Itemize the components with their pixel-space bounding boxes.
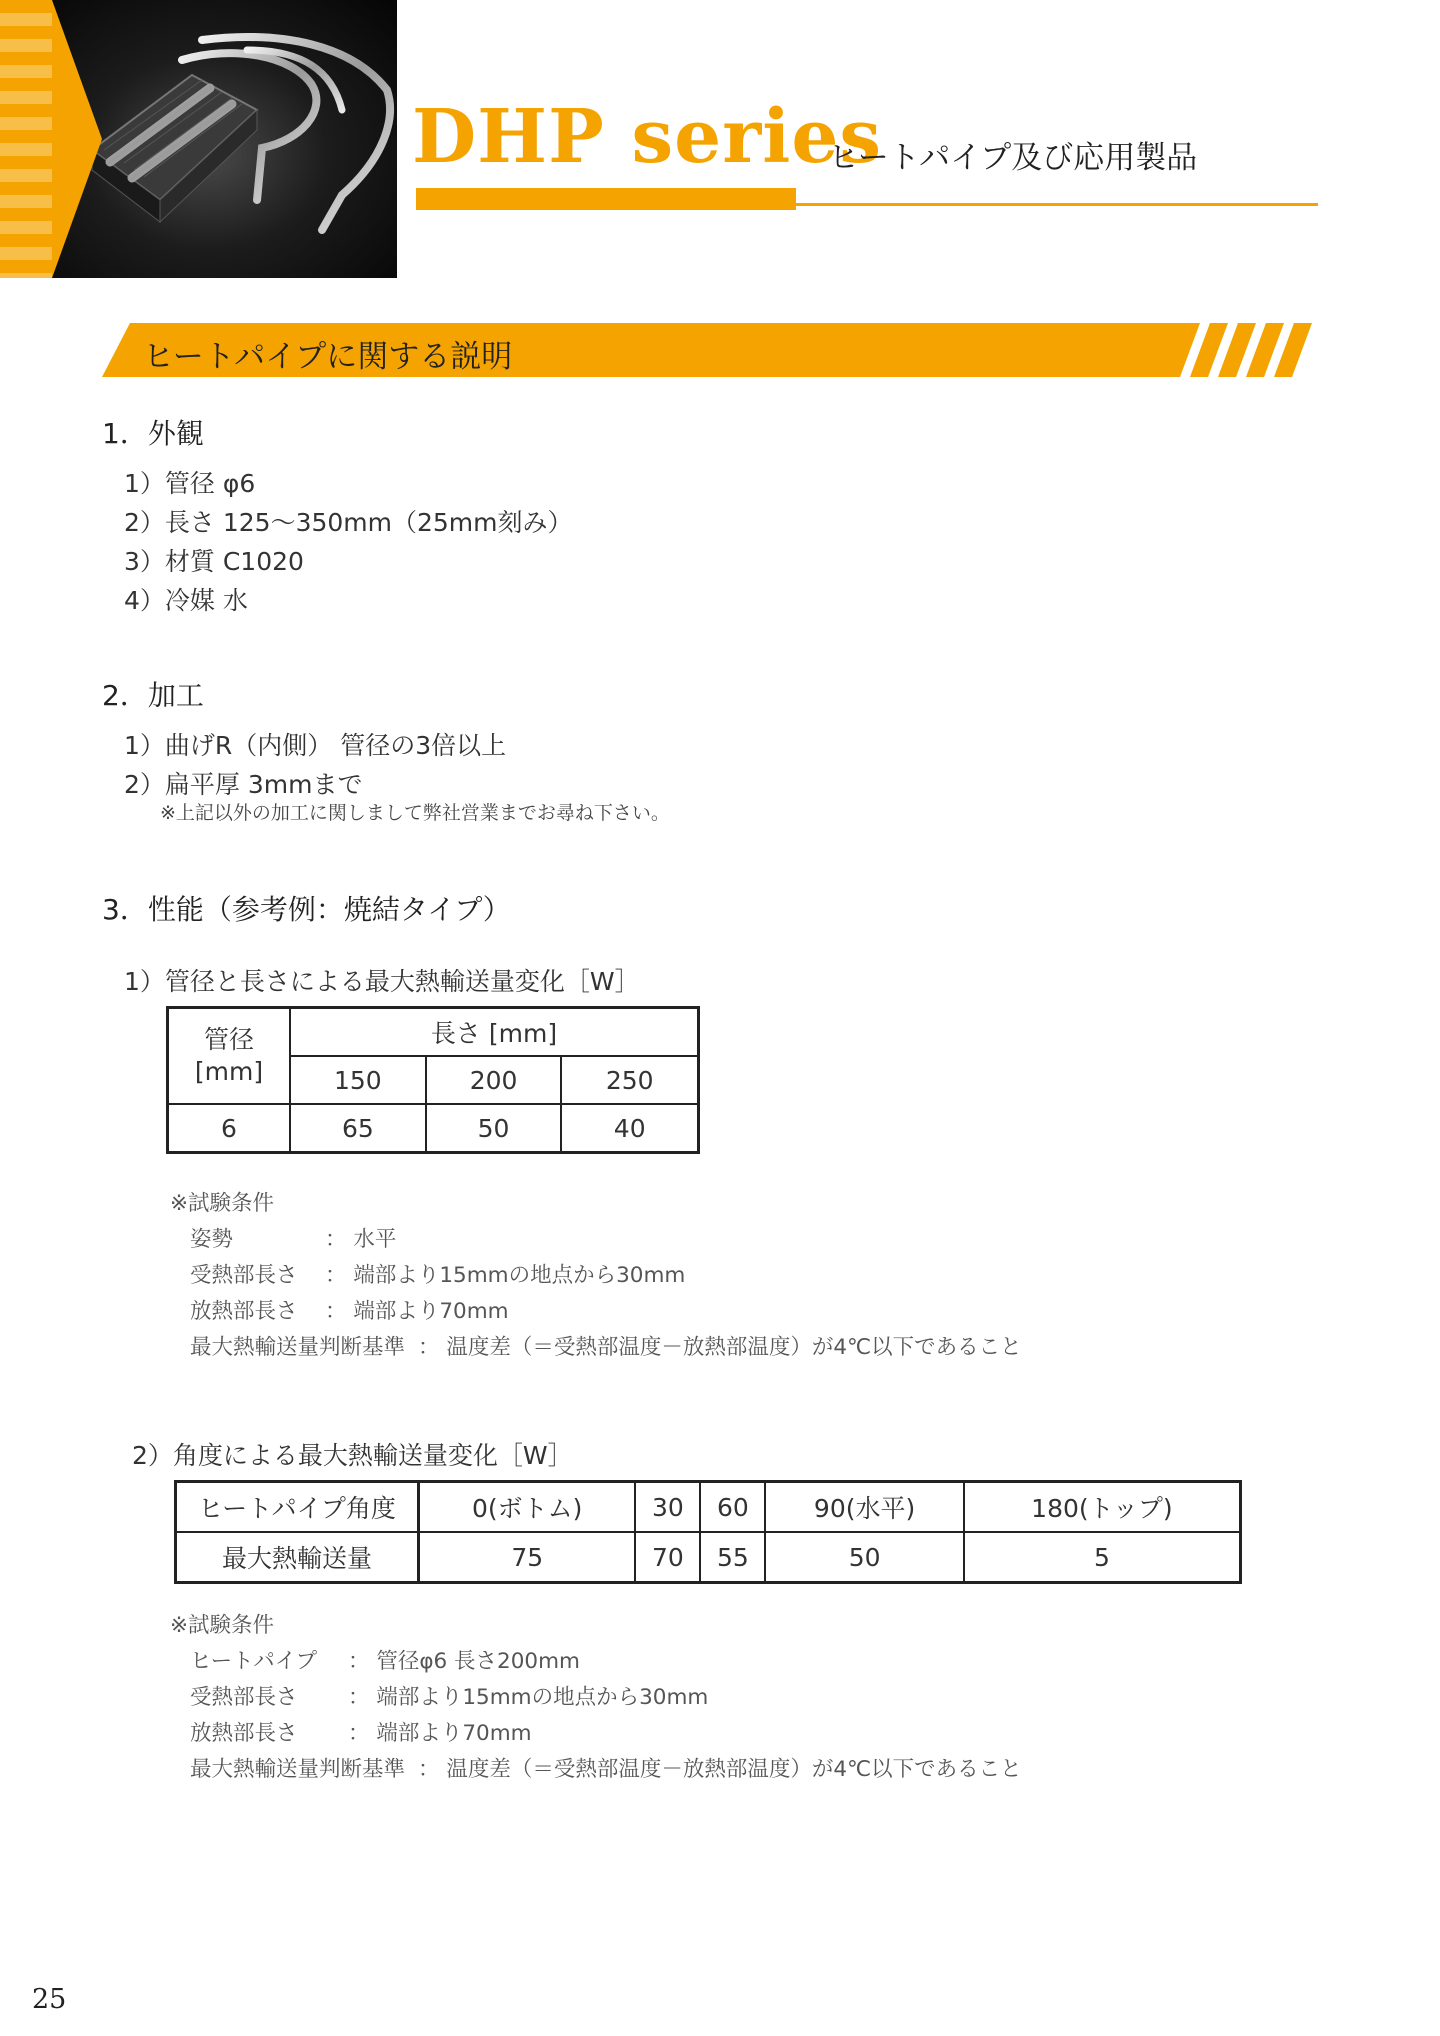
spec-item: 2）長さ 125～350mm（25mm刻み） [124, 508, 573, 537]
diameter-cell: 6 [168, 1104, 291, 1153]
value-cell: 40 [561, 1104, 698, 1153]
angle-cell: 180(トップ) [964, 1482, 1241, 1533]
conditions-title: ※試験条件 [170, 1613, 275, 1638]
table2-caption: 2）角度による最大熱輸送量変化［W］ [132, 1441, 573, 1470]
angle-cell: 90(水平) [765, 1482, 964, 1533]
spec-item: 3）材質 C1020 [124, 547, 304, 576]
value-cell: 65 [290, 1104, 426, 1153]
title-rule [796, 203, 1318, 206]
header-notch [52, 0, 102, 278]
page-number: 25 [32, 1984, 67, 2015]
heat-pipe-product-photo [52, 0, 397, 278]
condition-label: 最大熱輸送量判断基準 [190, 1757, 406, 1782]
condition-value: ： 管径φ6 長さ200mm [348, 1649, 580, 1674]
angle-heat-transport-table [174, 1480, 1242, 1584]
spec-item: 1）管径 φ6 [124, 469, 256, 498]
section-3-heading: 3．性能（参考例：焼結タイプ） [102, 893, 511, 926]
value-cell: 55 [700, 1532, 765, 1583]
section-1-heading: 1．外観 [102, 417, 204, 450]
series-subtitle: ヒートパイプ及び応用製品 [828, 140, 1198, 176]
length-header-cell: 長さ [mm] [290, 1008, 699, 1057]
section-banner-title: ヒートパイプに関する説明 [143, 339, 513, 375]
title-underline-bar [416, 188, 796, 210]
diameter-header-line2: [mm] [194, 1057, 264, 1086]
value-cell: 75 [419, 1532, 636, 1583]
angle-cell: 60 [700, 1482, 765, 1533]
angle-cell: 0(ボトム) [419, 1482, 636, 1533]
angle-cell: 30 [635, 1482, 700, 1533]
value-cell: 50 [426, 1104, 562, 1153]
value-cell: 5 [964, 1532, 1241, 1583]
length-cell: 200 [426, 1056, 562, 1104]
conditions-title: ※試験条件 [170, 1191, 275, 1216]
condition-label: ヒートパイプ [190, 1649, 318, 1674]
condition-value: ： 温度差（＝受熱部温度－放熱部温度）が4℃以下であること [418, 1335, 1022, 1360]
condition-label: 受熱部長さ [190, 1685, 298, 1710]
condition-label: 受熱部長さ [190, 1263, 298, 1288]
condition-label: 放熱部長さ [190, 1299, 298, 1324]
heat-transport-row-header: 最大熱輸送量 [176, 1532, 419, 1583]
condition-value: ： 水平 [325, 1227, 397, 1252]
condition-value: ： 端部より70mm [348, 1721, 532, 1746]
processing-item: 2）扁平厚 3mmまで [124, 770, 363, 799]
condition-label: 放熱部長さ [190, 1721, 298, 1746]
table1-caption: 1）管径と長さによる最大熱輸送量変化［W］ [124, 967, 640, 996]
condition-label: 姿勢 [190, 1227, 234, 1252]
diameter-header-cell [168, 1008, 291, 1105]
series-title: DHP series [412, 94, 883, 180]
condition-value: ： 端部より70mm [325, 1299, 509, 1324]
length-cell: 150 [290, 1056, 426, 1104]
section-2-heading: 2．加工 [102, 679, 204, 712]
length-cell: 250 [561, 1056, 698, 1104]
processing-note: ※上記以外の加工に関しまして弊社営業までお尋ね下さい。 [160, 802, 670, 824]
condition-value: ： 端部より15mmの地点から30mm [348, 1685, 709, 1710]
angle-row-header: ヒートパイプ角度 [176, 1482, 419, 1533]
processing-item: 1）曲げR（内側） 管径の3倍以上 [124, 731, 507, 760]
diameter-header-line1: 管径 [203, 1024, 254, 1054]
length-heat-transport-table [166, 1006, 700, 1154]
spec-item: 4）冷媒 水 [124, 586, 248, 615]
value-cell: 70 [635, 1532, 700, 1583]
condition-label: 最大熱輸送量判断基準 [190, 1335, 406, 1360]
condition-value: ： 端部より15mmの地点から30mm [325, 1263, 686, 1288]
condition-value: ： 温度差（＝受熱部温度－放熱部温度）が4℃以下であること [418, 1757, 1022, 1782]
value-cell: 50 [765, 1532, 964, 1583]
